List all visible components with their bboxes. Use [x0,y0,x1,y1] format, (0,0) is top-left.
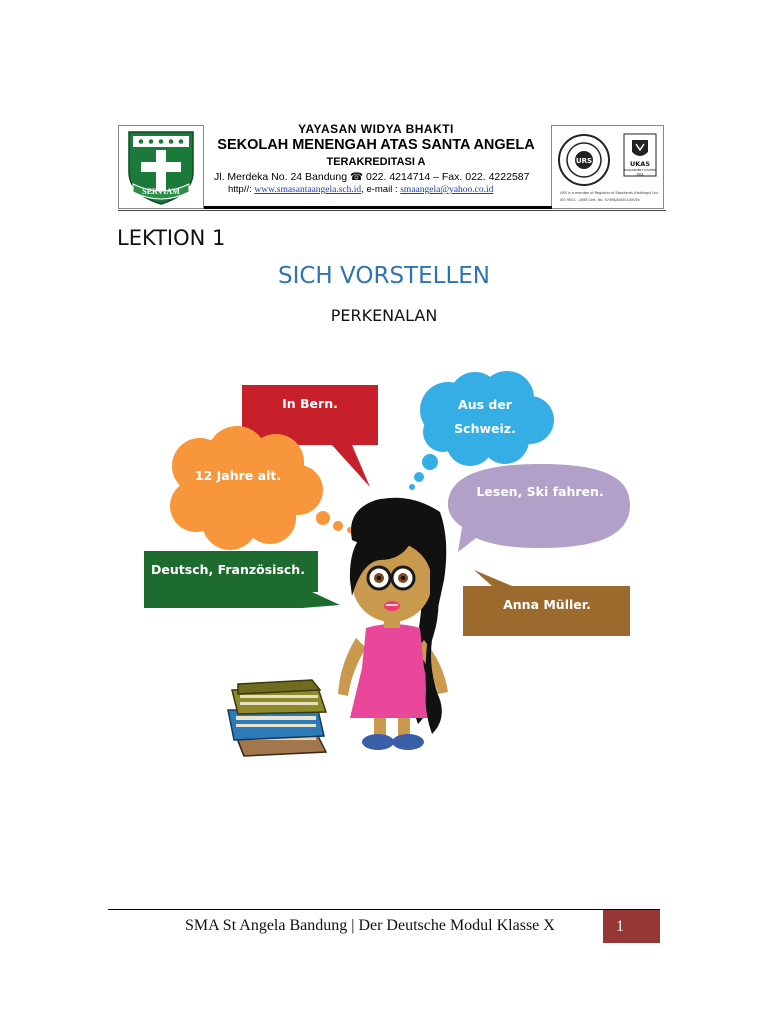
speech-bubble-hobbies [448,464,630,552]
letterhead-text [206,122,546,195]
introduction-illustration [130,370,650,760]
accreditation: TERAKREDITASI A [326,156,426,168]
lesson-title: SICH VORSTELLEN [277,263,490,289]
ukas-sub-label: MANAGEMENT SYSTEMS [624,169,656,172]
ukas-number: 003 [636,172,644,177]
svg-text:URS: URS [575,157,593,165]
bubble-name-text: Anna Müller. [503,597,591,612]
bubble-age-text: 12 Jahre alt. [194,468,282,483]
letterhead-rule-thick [204,206,552,209]
logo-motto: SERVIAM [142,187,180,196]
lesson-label: LEKTION 1 [117,226,226,250]
bubble-country-line2: Schweiz. [454,421,516,436]
bubble-hobbies-text: Lesen, Ski fahren. [476,484,604,499]
footer-text: SMA St Angela Bandung | Der Deutsche Modul Klasse X [185,917,555,934]
cert-fine-print-1: URS is a member of Registrar of Standards (Holdings) Ltd. [560,191,659,195]
lesson-subtitle: PERKENALAN [330,306,438,325]
speech-bubble-name [463,570,630,636]
bubble-city-text: In Bern. [282,396,338,411]
school-logo [118,125,204,209]
school-name: SEKOLAH MENENGAH ATAS SANTA ANGELA [217,137,535,153]
girl-character-image [338,498,448,750]
cert-fine-print-2: ISO 9001 : 2008 Cert. No. 47498/A/0001/UK/En [560,198,640,202]
books-stack-image [228,680,326,756]
speech-bubble-languages [144,551,340,608]
bubble-languages-text: Deutsch, Französisch. [151,562,305,577]
certification-logos [551,125,664,209]
letterhead-rule-thin [118,210,666,211]
foundation-name: YAYASAN WIDYA BHAKTI [298,122,454,136]
website-link[interactable]: www.smasantaangela.sch.id [254,185,362,195]
ukas-label: UKAS [629,160,651,168]
contact-line [206,184,546,195]
school-address: Jl. Merdeka No. 24 Bandung ☎ 022. 4214714 – Fax. 022. 4222587 [214,171,530,183]
footer-rule [108,909,660,910]
email-link[interactable]: smaangela@yahoo.co.id [400,185,494,195]
web-prefix: http//: [228,184,255,195]
bubble-country-line1: Aus der [458,397,512,412]
email-prefix: , e-mail : [361,184,401,195]
page-number: 1 [603,910,660,943]
